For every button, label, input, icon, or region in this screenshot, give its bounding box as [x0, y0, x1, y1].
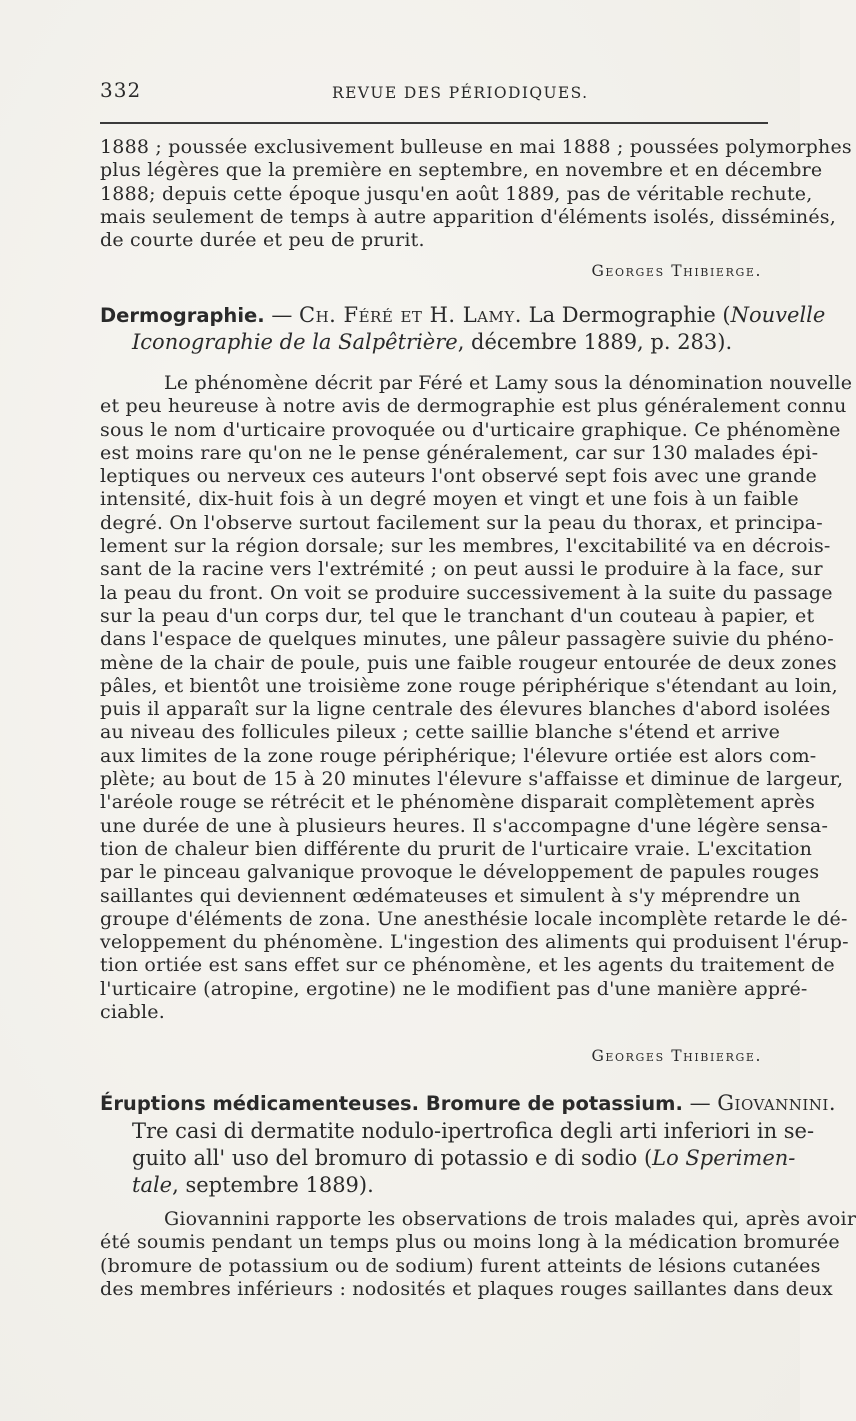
- article-authors: Ch. Féré et H. Lamy.: [299, 303, 522, 327]
- text-line: tion ortiée est sans effet sur ce phénomène, et les agents du traitement de: [100, 954, 835, 977]
- text-line: veloppement du phénomène. L'ingestion des aliments qui produisent l'érup-: [100, 931, 849, 954]
- text-line: sant de la racine vers l'extrémité ; on peut aussi le produire à la face, sur: [100, 558, 823, 581]
- text-line: degré. On l'observe surtout facilement sur la peau du thorax, et principa-: [100, 511, 823, 534]
- reference-line: Tre casi di dermatite nodulo-ipertrofica degli arti inferiori in se-: [132, 1119, 815, 1143]
- text-line: Giovannini rapporte les observations de trois malades qui, après avoir: [164, 1208, 856, 1230]
- text-line: (bromure de potassium ou de sodium) furent atteints de lésions cutanées: [100, 1254, 821, 1277]
- article-title: Éruptions médicamenteuses. Bromure de potassium.: [100, 1092, 683, 1115]
- reference-journal: Nouvelle: [730, 303, 826, 327]
- heading-dash: —: [264, 303, 299, 327]
- reference-date: , septembre 1889).: [172, 1173, 374, 1197]
- text-line: 1888; depuis cette époque jusqu'en août 1889, pas de véritable rechute,: [100, 182, 813, 205]
- text-line: plus légères que la première en septembre, en novembre et en décembre: [100, 159, 823, 182]
- text-line: est moins rare qu'on ne le pense généralement, car sur 130 malades épi-: [100, 441, 819, 464]
- text-line: et peu heureuse à notre avis de dermographie est plus généralement connu: [100, 395, 847, 418]
- reference-line: guito all' uso del bromuro di potassio e di sodio (: [132, 1146, 653, 1170]
- page-number: 332: [100, 78, 142, 102]
- text-line: dans l'espace de quelques minutes, une pâleur passagère suivie du phéno-: [100, 628, 834, 651]
- text-line: aux limites de la zone rouge périphérique; l'élevure ortiée est alors com-: [100, 744, 817, 767]
- reference-journal: tale: [132, 1173, 173, 1197]
- article-title: Dermographie.: [100, 304, 265, 327]
- text-line: sous le nom d'urticaire provoquée ou d'urticaire graphique. Ce phénomène: [100, 418, 841, 441]
- text-line: mais seulement de temps à autre apparition d'éléments isolés, disséminés,: [100, 205, 836, 228]
- section2-body: [100, 372, 853, 1024]
- signature: Georges Thibierge.: [591, 1047, 762, 1065]
- text-line: plète; au bout de 15 à 20 minutes l'élevure s'affaisse et diminue de largeur,: [100, 768, 844, 791]
- text-line: leptiques ou nerveux ces auteurs l'ont observé sept fois avec une grande: [100, 465, 817, 488]
- reference-date: , décembre 1889, p. 283).: [457, 330, 733, 354]
- article-heading: [100, 1090, 837, 1199]
- text-line: de courte durée et peu de prurit.: [100, 229, 425, 252]
- article-heading: [100, 302, 826, 356]
- text-line: par le pinceau galvanique provoque le développement de papules rouges: [100, 861, 820, 884]
- text-line: Le phénomène décrit par Féré et Lamy sous la dénomination nouvelle: [164, 372, 853, 394]
- text-line: des membres inférieurs : nodosités et plaques rouges saillantes dans deux: [100, 1277, 833, 1300]
- text-line: été soumis pendant un temps plus ou moins long à la médication bromurée: [100, 1231, 840, 1254]
- reference-journal: Lo Sperimen-: [652, 1146, 796, 1170]
- text-line: la peau du front. On voit se produire successivement à la suite du passage: [100, 581, 833, 604]
- text-line: saillantes qui deviennent œdémateuses et simulent à s'y méprendre un: [100, 884, 801, 907]
- text-line: ciable.: [100, 1001, 165, 1024]
- text-line: mène de la chair de poule, puis une faible rougeur entourée de deux zones: [100, 651, 837, 674]
- heading-dash: —: [682, 1091, 718, 1115]
- page-header: [100, 78, 768, 108]
- text-line: l'aréole rouge se rétrécit et le phénomène disparait complètement après: [100, 791, 816, 814]
- reference-text: La Dermographie (: [521, 303, 731, 327]
- text-line: l'urticaire (atropine, ergotine) ne le modifient pas d'une manière appré-: [100, 977, 808, 1000]
- reference-journal: Iconographie de la Salpêtrière: [132, 330, 458, 354]
- text-line: lement sur la région dorsale; sur les membres, l'excitabilité va en décrois-: [100, 535, 831, 558]
- text-line: intensité, dix-huit fois à un degré moyen et vingt et une fois à un faible: [100, 488, 799, 511]
- section1-body: [100, 136, 852, 252]
- text-line: au niveau des follicules pileux ; cette saillie blanche s'étend et arrive: [100, 721, 781, 744]
- text-line: 1888 ; poussée exclusivement bulleuse en mai 1888 ; poussées polymorphes: [100, 136, 852, 158]
- text-line: puis il apparaît sur la ligne centrale des élevures blanches d'abord isolées: [100, 698, 831, 721]
- section3-body: [100, 1208, 856, 1301]
- header-rule: [100, 122, 768, 124]
- running-head: REVUE DES PÉRIODIQUES.: [332, 84, 589, 102]
- text-line: pâles, et bientôt une troisième zone rouge périphérique s'étendant au loin,: [100, 674, 838, 697]
- article-author: Giovannini.: [717, 1091, 837, 1115]
- text-line: sur la peau d'un corps dur, tel que le tranchant d'un couteau à papier, et: [100, 604, 815, 627]
- text-line: groupe d'éléments de zona. Une anesthésie locale incomplète retarde le dé-: [100, 907, 848, 930]
- text-line: une durée de une à plusieurs heures. Il s'accompagne d'une légère sensa-: [100, 814, 829, 837]
- signature: Georges Thibierge.: [591, 262, 762, 280]
- text-line: tion de chaleur bien différente du prurit de l'urticaire vraie. L'excitation: [100, 837, 813, 860]
